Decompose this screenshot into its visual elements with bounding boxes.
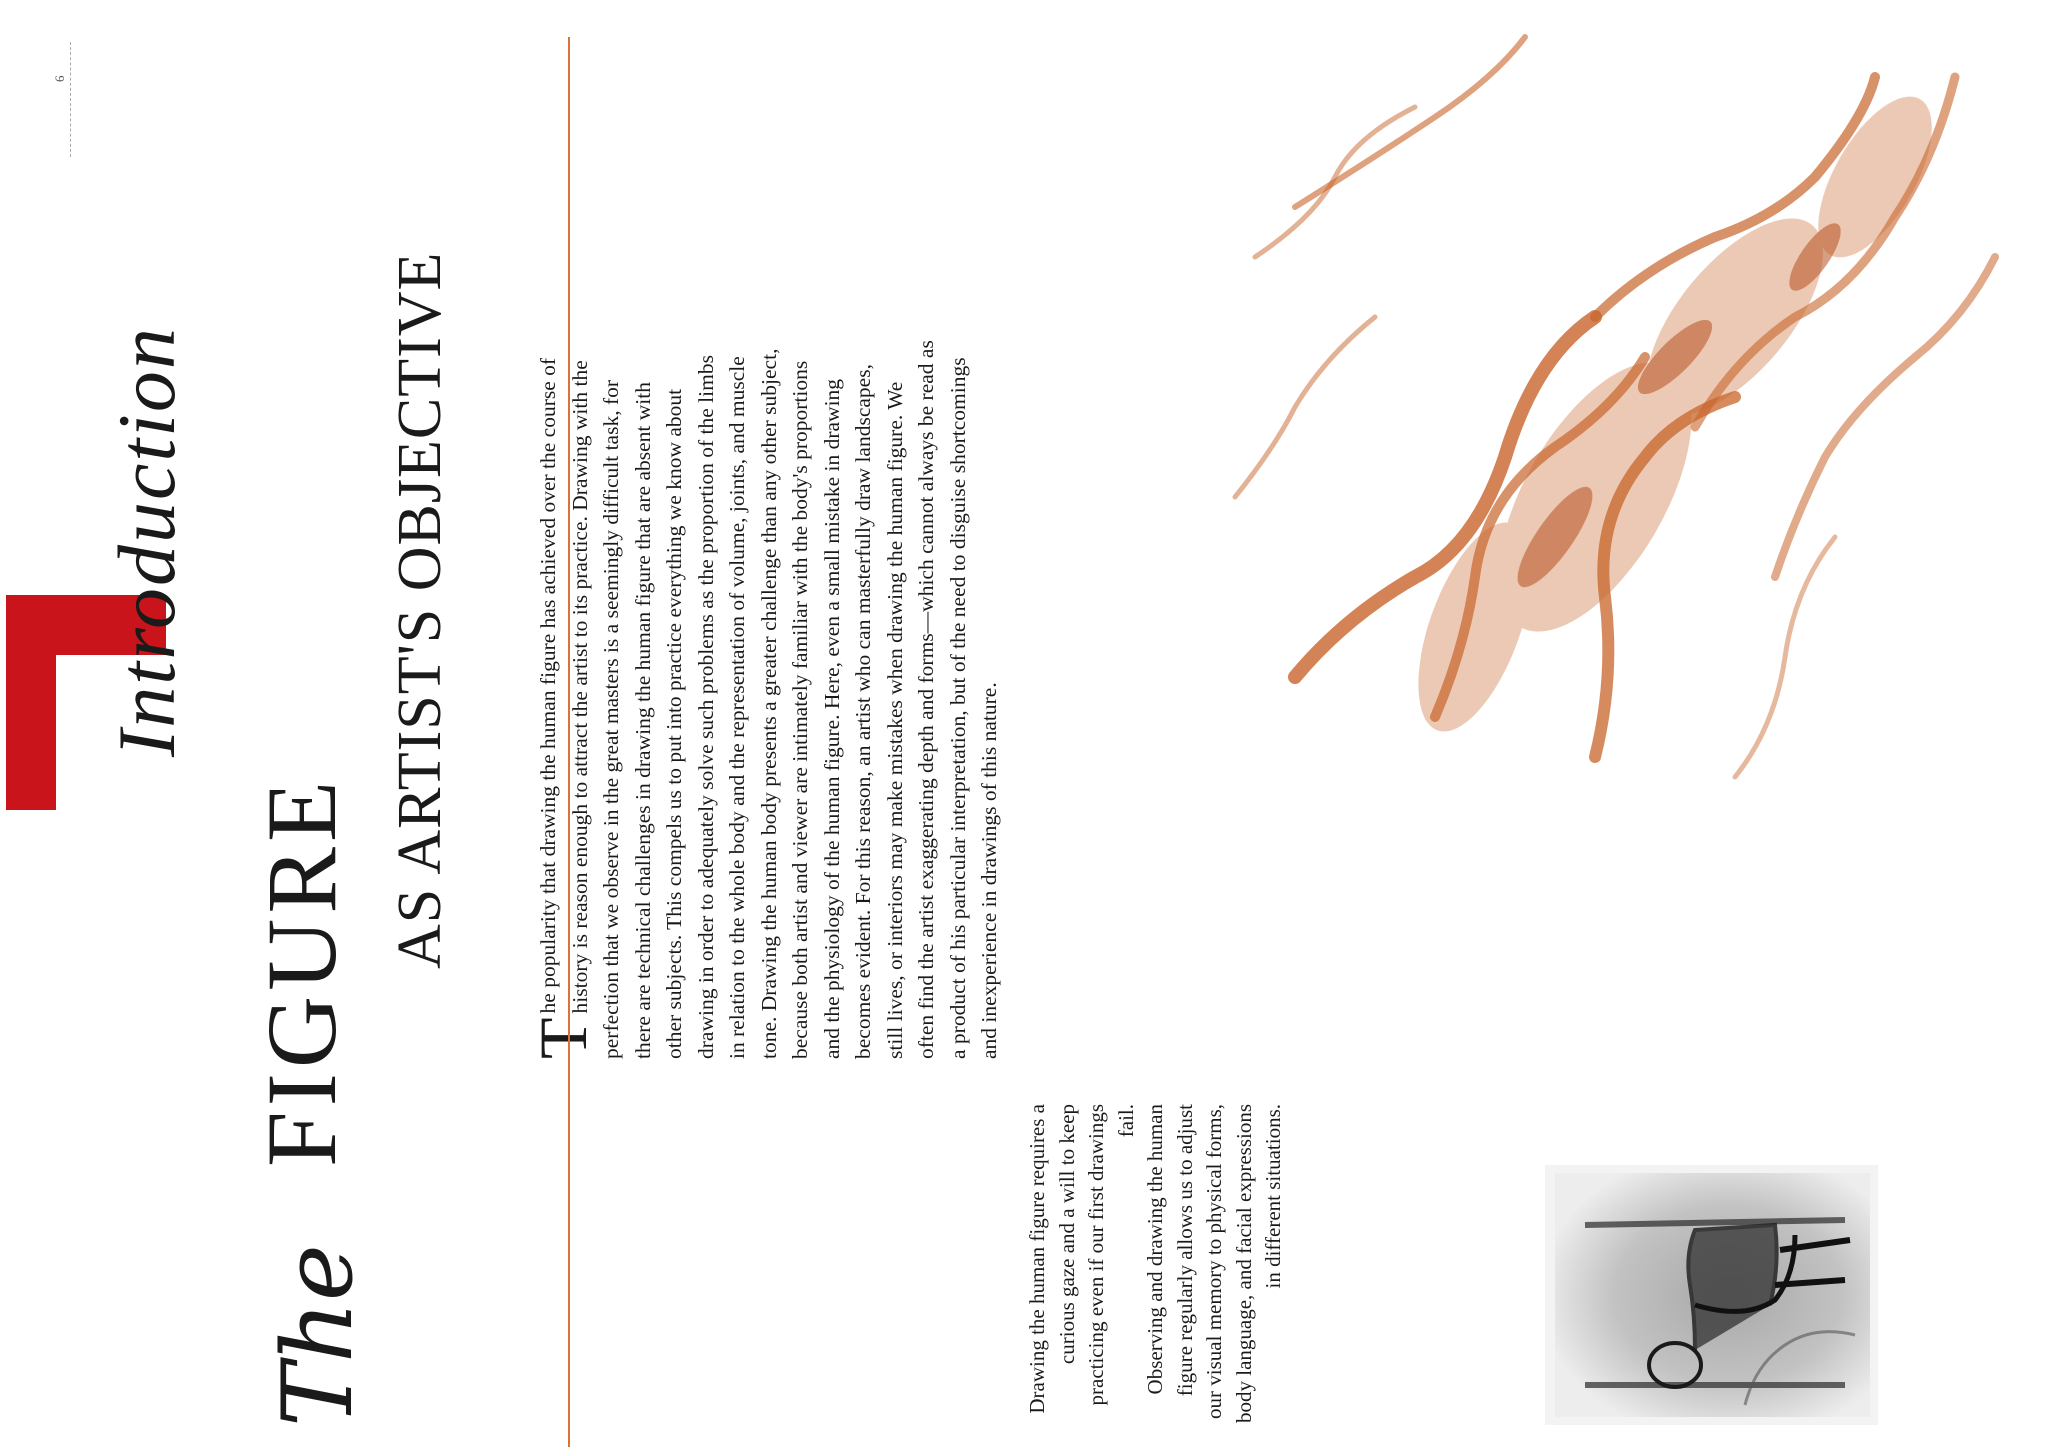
title-the: The [262, 1244, 374, 1427]
title-figure: FIGURE [246, 775, 357, 1167]
section-label: Introduction [101, 326, 192, 757]
caption-paragraph-1: Drawing the human figure requires a curious gaze and a will to keep practicing even if our first drawings fail. [1025, 1104, 1138, 1414]
body-text: he popularity that drawing the human figure has achieved over the course of history is reason enough to attract the artist to its practice. Drawing with the perfection that we observe in the great masters is a seemingly difficult task, for there are technical challenges in drawing the human figure that are absent with other subjects. This compels us to put into practice everything we know about drawing in order to adequately solve such problems as the proportion of the limbs in relation to the whole body and the representation of volume, joints, and muscle tone. Drawing the human body presents a greater challenge than any other subject, because both artist and viewer are intimately familiar with the body's proportions and the physiology of the human figure. Here, even a small mistake in drawing becomes evident. For this reason, an artist who can masterfully draw landscapes, still lives, or interiors may make mistakes when drawing the human figure. We often find the artist exaggerating depth and forms—which cannot always be read as a product of his particular interpretation, but of the need to disguise shortcomings and inexperience in drawings of this nature. [536, 340, 1001, 1059]
body-paragraph [525, 339, 1006, 1059]
sanguine-figure-image [1175, 0, 2048, 877]
divider-rule [568, 37, 570, 1447]
charcoal-figure-image [1545, 1165, 1878, 1425]
drop-cap: T [525, 1017, 601, 1059]
image-caption [1023, 1104, 1289, 1424]
page-number-rule [70, 42, 71, 157]
page-subtitle: AS ARTIST'S OBJECTIVE [386, 251, 454, 969]
caption-paragraph-2: Observing and drawing the human figure regularly allows us to adjust our visual memory to physical forms, body language, and facial expressions in different situations. [1143, 1104, 1285, 1423]
page-number: 6 [52, 75, 67, 82]
